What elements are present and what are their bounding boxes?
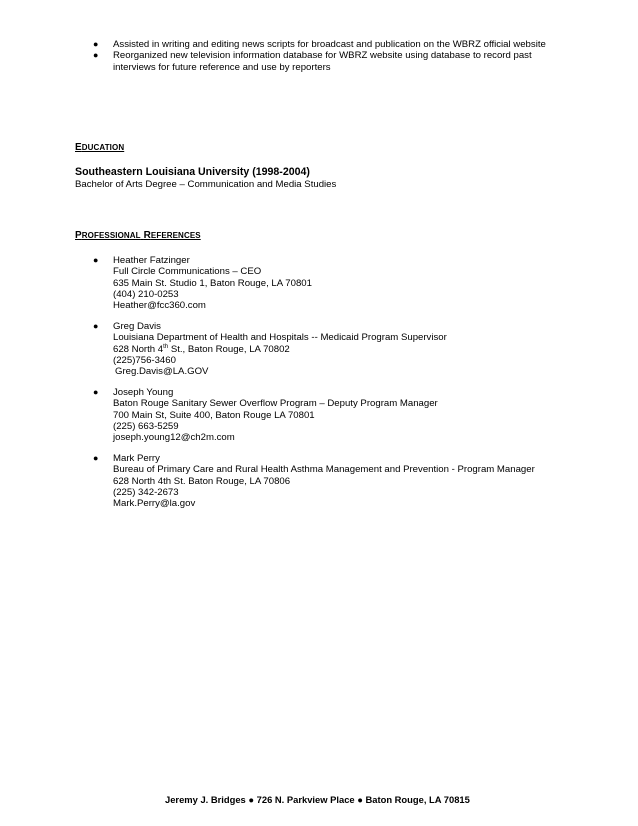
reference-phone: (225) 663-5259	[113, 420, 179, 432]
education-heading: EDUCATION	[75, 142, 125, 153]
reference-entry	[93, 387, 438, 444]
bullet-icon: ●	[93, 387, 99, 397]
references-heading: PROFESSIONAL REFERENCES	[75, 230, 201, 241]
reference-email: joseph.young12@ch2m.com	[113, 432, 235, 444]
school-name: Southeastern Louisiana University (1998-2004)	[75, 166, 310, 178]
bullet-icon: ●	[93, 255, 99, 265]
reference-phone: (404) 210-0253	[113, 288, 179, 300]
reference-name: Greg Davis	[113, 321, 161, 332]
reference-address: 635 Main St. Studio 1, Baton Rouge, LA 70801	[113, 277, 312, 289]
reference-email: Heather@fcc360.com	[113, 300, 206, 312]
bullet-icon: ●	[93, 50, 99, 61]
experience-bullets	[93, 39, 546, 73]
reference-address: 628 North 4th St. Baton Rouge, LA 70806	[113, 475, 291, 487]
reference-entry	[93, 453, 535, 510]
bullet-icon: ●	[93, 39, 99, 49]
reference-title: Full Circle Communications – CEO	[113, 266, 262, 278]
reference-address: 628 North 4th St., Baton Rouge, LA 70802	[113, 343, 290, 355]
bullet-text: Assisted in writing and editing news scripts for broadcast and publication on the WBRZ official website	[113, 39, 546, 50]
footer-contact: Jeremy J. Bridges ● 726 N. Parkview Place ● Baton Rouge, LA 70815	[165, 794, 470, 805]
reference-address: 700 Main St, Suite 400, Baton Rouge LA 70801	[113, 409, 315, 421]
reference-entry	[93, 255, 312, 312]
bullet-text: Reorganized new television information database for WBRZ website using database to record past	[113, 50, 532, 62]
reference-entry	[93, 321, 447, 378]
reference-email: Mark.Perry@la.gov	[113, 498, 196, 510]
reference-email: Greg.Davis@LA.GOV	[115, 366, 209, 378]
bullet-text: interviews for future reference and use by reporters	[113, 61, 331, 73]
bullet-icon: ●	[93, 453, 99, 463]
reference-title: Bureau of Primary Care and Rural Health Asthma Management and Prevention - Program Manager	[113, 464, 535, 476]
reference-name: Mark Perry	[113, 453, 160, 464]
reference-phone: (225)756-3460	[113, 354, 176, 366]
reference-phone: (225) 342-2673	[113, 486, 179, 498]
degree: Bachelor of Arts Degree – Communication and Media Studies	[75, 179, 337, 190]
list-item	[93, 50, 546, 62]
list-item	[93, 39, 546, 50]
bullet-icon: ●	[93, 321, 99, 331]
reference-title: Baton Rouge Sanitary Sewer Overflow Program – Deputy Program Manager	[113, 398, 438, 410]
list-item-continuation	[113, 62, 546, 73]
reference-name: Joseph Young	[113, 387, 174, 398]
reference-name: Heather Fatzinger	[113, 255, 190, 266]
reference-title: Louisiana Department of Health and Hospitals -- Medicaid Program Supervisor	[113, 332, 447, 344]
